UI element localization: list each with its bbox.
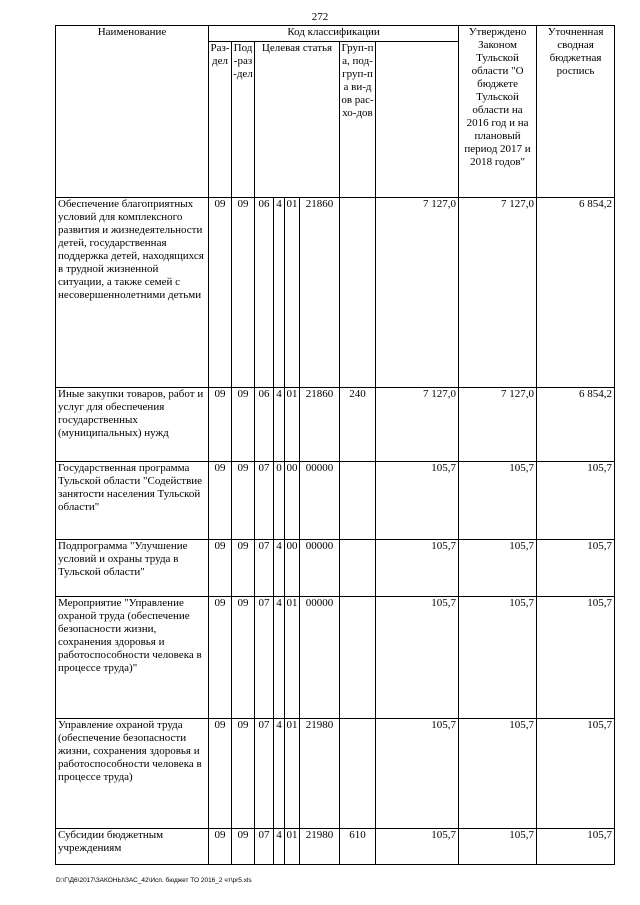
header-target: Целевая статья <box>255 42 340 198</box>
cell-prz: 09 <box>232 597 255 719</box>
cell-t1: 07 <box>255 540 274 597</box>
cell-executed: 105,7 <box>537 829 615 865</box>
cell-t3: 00 <box>285 540 300 597</box>
cell-rz: 09 <box>209 388 232 462</box>
cell-t2: 4 <box>274 540 285 597</box>
cell-refined: 7 127,0 <box>459 388 537 462</box>
cell-t1: 07 <box>255 597 274 719</box>
cell-t3: 00 <box>285 462 300 540</box>
cell-prz: 09 <box>232 462 255 540</box>
cell-name: Государственная программа Тульской области "Содействие занятости населения Тульской области" <box>56 462 209 540</box>
header-group: Груп-па, под-груп-па ви-дов рас-хо-дов <box>340 42 376 198</box>
cell-grp <box>340 719 376 829</box>
cell-approved: 105,7 <box>376 597 459 719</box>
cell-t3: 01 <box>285 719 300 829</box>
cell-prz: 09 <box>232 829 255 865</box>
header-name: Наименование <box>56 26 209 198</box>
cell-t4: 21860 <box>300 388 340 462</box>
cell-t1: 07 <box>255 829 274 865</box>
header-razdel: Раз-дел <box>209 42 232 198</box>
cell-t3: 01 <box>285 597 300 719</box>
cell-t1: 06 <box>255 388 274 462</box>
page-number: 272 <box>311 11 329 23</box>
cell-prz: 09 <box>232 540 255 597</box>
cell-executed: 105,7 <box>537 719 615 829</box>
cell-rz: 09 <box>209 829 232 865</box>
cell-refined: 105,7 <box>459 719 537 829</box>
budget-table <box>55 25 615 865</box>
cell-executed: 6 854,2 <box>537 388 615 462</box>
cell-refined: 105,7 <box>459 540 537 597</box>
cell-grp <box>340 597 376 719</box>
cell-t3: 01 <box>285 388 300 462</box>
cell-grp: 240 <box>340 388 376 462</box>
cell-t2: 4 <box>274 829 285 865</box>
cell-approved: 105,7 <box>376 829 459 865</box>
cell-name: Обеспечение благоприятных условий для комплексного развития и жизнедеятельности детей, государственная поддержка детей, находящихся в трудной жизненной ситуации, а также семей с несовершеннолетними детьми <box>56 198 209 388</box>
cell-rz: 09 <box>209 198 232 388</box>
cell-t3: 01 <box>285 829 300 865</box>
cell-executed: 105,7 <box>537 540 615 597</box>
table-row <box>56 388 615 462</box>
table-row <box>56 597 615 719</box>
cell-grp <box>340 540 376 597</box>
cell-refined: 105,7 <box>459 597 537 719</box>
cell-prz: 09 <box>232 388 255 462</box>
cell-t1: 07 <box>255 462 274 540</box>
cell-t1: 07 <box>255 719 274 829</box>
table-row <box>56 829 615 865</box>
header-refined: Уточненная сводная бюджетная роспись <box>537 26 615 198</box>
header-podrazdel: Под-раз-дел <box>232 42 255 198</box>
cell-t4: 00000 <box>300 462 340 540</box>
cell-rz: 09 <box>209 462 232 540</box>
cell-rz: 09 <box>209 540 232 597</box>
cell-grp <box>340 198 376 388</box>
cell-prz: 09 <box>232 719 255 829</box>
cell-approved: 105,7 <box>376 462 459 540</box>
cell-t2: 4 <box>274 388 285 462</box>
header-code-group: Код классификации <box>209 26 459 42</box>
table-row <box>56 540 615 597</box>
cell-executed: 105,7 <box>537 597 615 719</box>
cell-prz: 09 <box>232 198 255 388</box>
cell-approved: 105,7 <box>376 540 459 597</box>
cell-t4: 21860 <box>300 198 340 388</box>
cell-t4: 00000 <box>300 540 340 597</box>
cell-name: Субсидии бюджетным учреждениям <box>56 829 209 865</box>
cell-name: Подпрограмма "Улучшение условий и охраны труда в Тульской области" <box>56 540 209 597</box>
cell-executed: 105,7 <box>537 462 615 540</box>
cell-refined: 105,7 <box>459 829 537 865</box>
cell-grp <box>340 462 376 540</box>
cell-t2: 0 <box>274 462 285 540</box>
cell-t1: 06 <box>255 198 274 388</box>
cell-t4: 00000 <box>300 597 340 719</box>
cell-refined: 7 127,0 <box>459 198 537 388</box>
cell-rz: 09 <box>209 597 232 719</box>
cell-t2: 4 <box>274 198 285 388</box>
table-row <box>56 198 615 388</box>
cell-executed: 6 854,2 <box>537 198 615 388</box>
cell-name: Иные закупки товаров, работ и услуг для обеспечения государственных (муниципальных) нужд <box>56 388 209 462</box>
cell-approved: 7 127,0 <box>376 198 459 388</box>
file-path-footer: D:\Г\Д6\2017\ЗАКОНЫ\ЗАС_42\Исп. бюджет ТО 2016_2 чт\pr5.xls <box>56 877 252 884</box>
table-row <box>56 719 615 829</box>
table-row <box>56 462 615 540</box>
cell-approved: 7 127,0 <box>376 388 459 462</box>
cell-name: Управление охраной труда (обеспечение безопасности жизни, сохранения здоровья и работоспособности человека в процессе труда) <box>56 719 209 829</box>
cell-refined: 105,7 <box>459 462 537 540</box>
header-approved: Утверждено Законом Тульской области "О бюджете Тульской области на 2016 год и на плановый период 2017 и 2018 годов" <box>459 26 537 198</box>
cell-t4: 21980 <box>300 829 340 865</box>
cell-rz: 09 <box>209 719 232 829</box>
cell-grp: 610 <box>340 829 376 865</box>
cell-t3: 01 <box>285 198 300 388</box>
cell-approved: 105,7 <box>376 719 459 829</box>
cell-t4: 21980 <box>300 719 340 829</box>
cell-t2: 4 <box>274 597 285 719</box>
cell-t2: 4 <box>274 719 285 829</box>
cell-name: Мероприятие "Управление охраной труда (обеспечение безопасности жизни, сохранения здоровья и работоспособности человека в процессе труда)" <box>56 597 209 719</box>
